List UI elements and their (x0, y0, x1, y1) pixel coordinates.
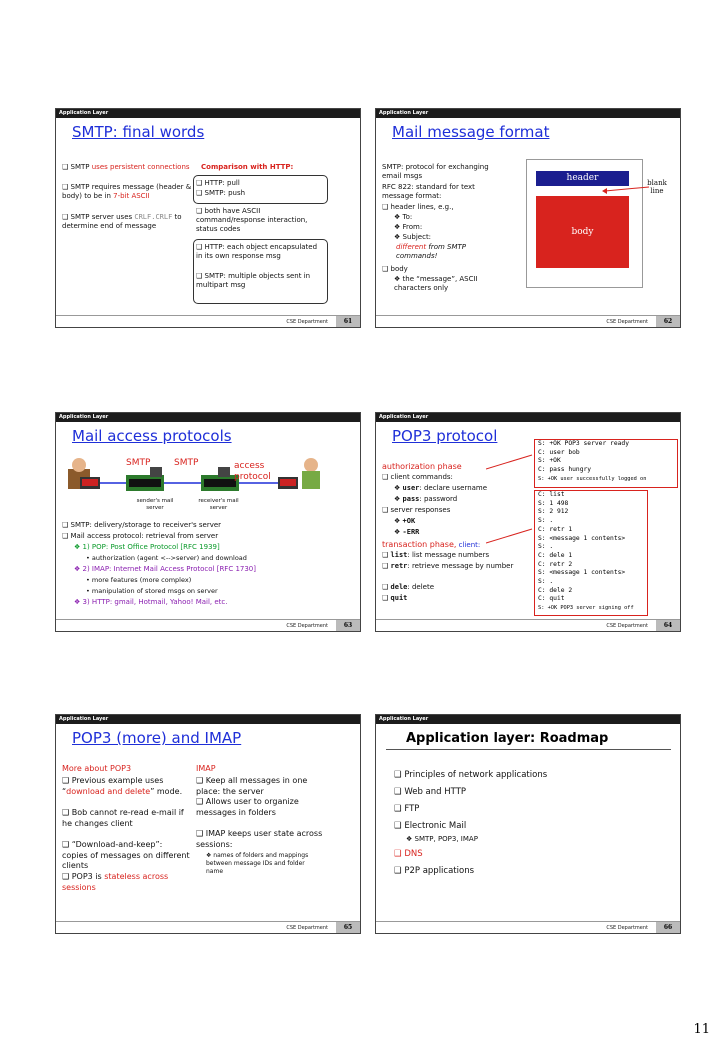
slide-62 (375, 108, 681, 328)
roadmap-email-sub: ❖ SMTP, POP3, IMAP (406, 835, 478, 843)
auth-line: C: pass hungry (538, 466, 592, 474)
dept-label: CSE Department (286, 925, 328, 931)
dept-label: CSE Department (286, 319, 328, 325)
auth-arrow (486, 451, 536, 471)
smtp-label-2: SMTP (174, 458, 199, 468)
slide-66 (375, 714, 681, 934)
roadmap-p2p: ❑ P2P applications (394, 866, 475, 876)
resp-ok: ❖ +OK (394, 517, 416, 525)
trans-line: S: . (538, 578, 554, 586)
cmd-pass: ❖ pass: password (394, 495, 458, 503)
slide-header-label: Application Layer (59, 110, 109, 116)
trans-line: S: +OK POP3 server signing off (538, 605, 634, 612)
bullet-mail-access: ❑ Mail access protocol: retrieval from server (62, 532, 219, 540)
dept-label: CSE Department (286, 623, 328, 629)
smtp-label-1: SMTP (126, 458, 151, 468)
cmd-retr: ❑ retr: retrieve message by number (382, 562, 514, 570)
roadmap-web-http: ❑ Web and HTTP (394, 787, 467, 797)
trans-line: S: . (538, 543, 554, 551)
auth-phase-label: authorization phase (382, 462, 462, 471)
slide-number: 62 (656, 316, 680, 327)
comparison-title: Comparison with HTTP: (201, 163, 294, 171)
cmp-smtp-push: ❑ SMTP: push (196, 189, 246, 197)
imap-state: ❑ IMAP keeps user state across sessions: (196, 829, 323, 849)
trans-line: C: list (538, 491, 565, 498)
sub-from: ❖ From: (394, 223, 423, 231)
trans-line: C: retr 1 (538, 525, 573, 533)
slide-number: 65 (336, 922, 360, 933)
bullet-smtp-7bit: ❑ SMTP requires message (header & body) to be in 7-bit ASCII (62, 183, 192, 200)
user-agent-left-icon (68, 458, 100, 489)
trans-phase-label: transaction phase, client: (382, 540, 481, 549)
slide-header-label: Application Layer (59, 716, 109, 722)
bullet-smtp-delivery: ❑ SMTP: delivery/storage to receiver's server (62, 521, 222, 529)
slide-header-label: Application Layer (379, 716, 429, 722)
blank-line-arrow (601, 183, 651, 195)
slide-number: 61 (336, 316, 360, 327)
auth-transcript (534, 439, 678, 488)
slide-header-label: Application Layer (59, 414, 109, 420)
header-box: header (536, 171, 629, 186)
auth-line: S: +OK (538, 457, 561, 465)
slide-63 (55, 412, 361, 632)
bullet-body: ❑ body (382, 265, 408, 273)
imap-sub-2: • manipulation of stored msgs on server (86, 587, 218, 595)
more-pop-heading: More about POP3 (62, 764, 132, 773)
bullet-server-responses: ❑ server responses (382, 506, 451, 514)
bullet-smtp-persistent: ❑ SMTP uses persistent connections (62, 163, 190, 171)
imap-state-sub: ❖ names of folders and mappings between message IDs and folder name (206, 852, 309, 875)
trans-line: S: 2 912 (538, 508, 569, 516)
slide-title: Mail access protocols (72, 427, 232, 445)
cmp-http-object: ❑ HTTP: each object encapsulated in its own response msg (196, 243, 318, 260)
sub-to: ❖ To: (394, 213, 413, 221)
slide-61 (55, 108, 361, 328)
slide-header-label: Application Layer (379, 110, 429, 116)
para-rfc822: RFC 822: standard for text message format: (382, 183, 475, 200)
bullet-header-lines: ❑ header lines, e.g., (382, 203, 454, 211)
bullet-download-keep: ❑ “Download-and-keep”: copies of messages on different clients (62, 840, 190, 870)
cmp-smtp-multipart: ❑ SMTP: multiple objects sent in multipart msg (196, 272, 311, 289)
auth-line: C: user bob (538, 448, 580, 456)
sender-server-icon (126, 467, 164, 491)
bullet-client-commands: ❑ client commands: (382, 473, 453, 481)
para-smtp-protocol: SMTP: protocol for exchanging email msgs (382, 163, 489, 180)
slide-number: 66 (656, 922, 680, 933)
cmd-dele: ❑ dele: delete (382, 583, 435, 591)
pop-item: ❖ 1) POP: Post Office Protocol [RFC 1939] (74, 543, 220, 551)
roadmap-dns: ❑ DNS (394, 849, 423, 859)
dept-label: CSE Department (606, 319, 648, 325)
slide-number: 63 (336, 620, 360, 631)
body-box: body (536, 196, 629, 268)
sub-subject: ❖ Subject: (394, 233, 432, 241)
auth-line: S: +OK user successfully logged on (538, 475, 647, 482)
receiver-server-label: receiver's mail server (198, 498, 239, 511)
trans-line: C: quit (538, 595, 565, 603)
slide-title: Mail message format (392, 123, 550, 141)
bullet-download-delete: ❑ Previous example uses “download and delete” mode. (62, 776, 183, 796)
trans-line: S: . (538, 517, 554, 525)
slide-title: SMTP: final words (72, 123, 205, 141)
slide-65 (55, 714, 361, 934)
imap-sub-1: • more features (more complex) (86, 576, 192, 584)
trans-line: S: <message 1 contents> (538, 569, 626, 577)
slide-title: Application layer: Roadmap (406, 731, 609, 746)
slide-number: 64 (656, 620, 680, 631)
dept-label: CSE Department (606, 925, 648, 931)
slide-64 (375, 412, 681, 632)
access-protocol-label: access protocol (234, 461, 271, 482)
user-agent-right-icon (278, 458, 320, 489)
note-different: different from SMTP commands! (396, 243, 466, 260)
cmp-ascii: ❑ both have ASCII command/response interaction, status codes (196, 207, 308, 233)
roadmap-principles: ❑ Principles of network applications (394, 770, 548, 780)
http-item: ❖ 3) HTTP: gmail, Hotmail, Yahoo! Mail, etc. (74, 598, 228, 606)
cmp-http-pull: ❑ HTTP: pull (196, 179, 240, 187)
slide-title: POP3 protocol (392, 427, 498, 445)
sender-server-label: sender's mail server (136, 498, 174, 511)
sub-body-msg: ❖ the “message”, ASCII characters only (394, 275, 478, 292)
imap-item: ❖ 2) IMAP: Internet Mail Access Protocol [RFC 1730] (74, 565, 256, 573)
trans-line: C: dele 2 (538, 586, 573, 594)
trans-line: S: 1 498 (538, 499, 569, 507)
slide-title: POP3 (more) and IMAP (72, 729, 242, 747)
trans-arrow (486, 525, 536, 545)
cmd-quit: ❑ quit (382, 594, 408, 602)
pop-sub: • authorization (agent <-->server) and download (86, 554, 247, 562)
roadmap-email: ❑ Electronic Mail (394, 821, 467, 831)
imap-keep-all: ❑ Keep all messages in one place: the server (196, 776, 308, 796)
page-number: 11 (693, 1022, 710, 1037)
bullet-stateless: ❑ POP3 is stateless across sessions (62, 872, 169, 892)
trans-line: C: dele 1 (538, 551, 573, 559)
trans-line: C: retr 2 (538, 560, 573, 568)
imap-heading: IMAP (196, 764, 216, 773)
roadmap-ftp: ❑ FTP (394, 804, 420, 814)
resp-err: ❖ -ERR (394, 528, 420, 536)
bullet-reread: ❑ Bob cannot re-read e-mail if he changes client (62, 808, 184, 828)
trans-line: S: <message 1 contents> (538, 534, 626, 542)
title-rule (386, 749, 671, 750)
bullet-crlf: ❑ SMTP server uses CRLF.CRLF to determine end of message (62, 213, 182, 230)
trans-transcript (534, 490, 648, 616)
cmd-user: ❖ user: declare username (394, 484, 488, 492)
cmd-list: ❑ list: list message numbers (382, 551, 490, 559)
slide-header-label: Application Layer (379, 414, 429, 420)
dept-label: CSE Department (606, 623, 648, 629)
blank-line-label: blank line (647, 179, 667, 195)
imap-organize: ❑ Allows user to organize messages in folders (196, 797, 299, 817)
auth-line: S: +OK POP3 server ready (538, 440, 629, 447)
